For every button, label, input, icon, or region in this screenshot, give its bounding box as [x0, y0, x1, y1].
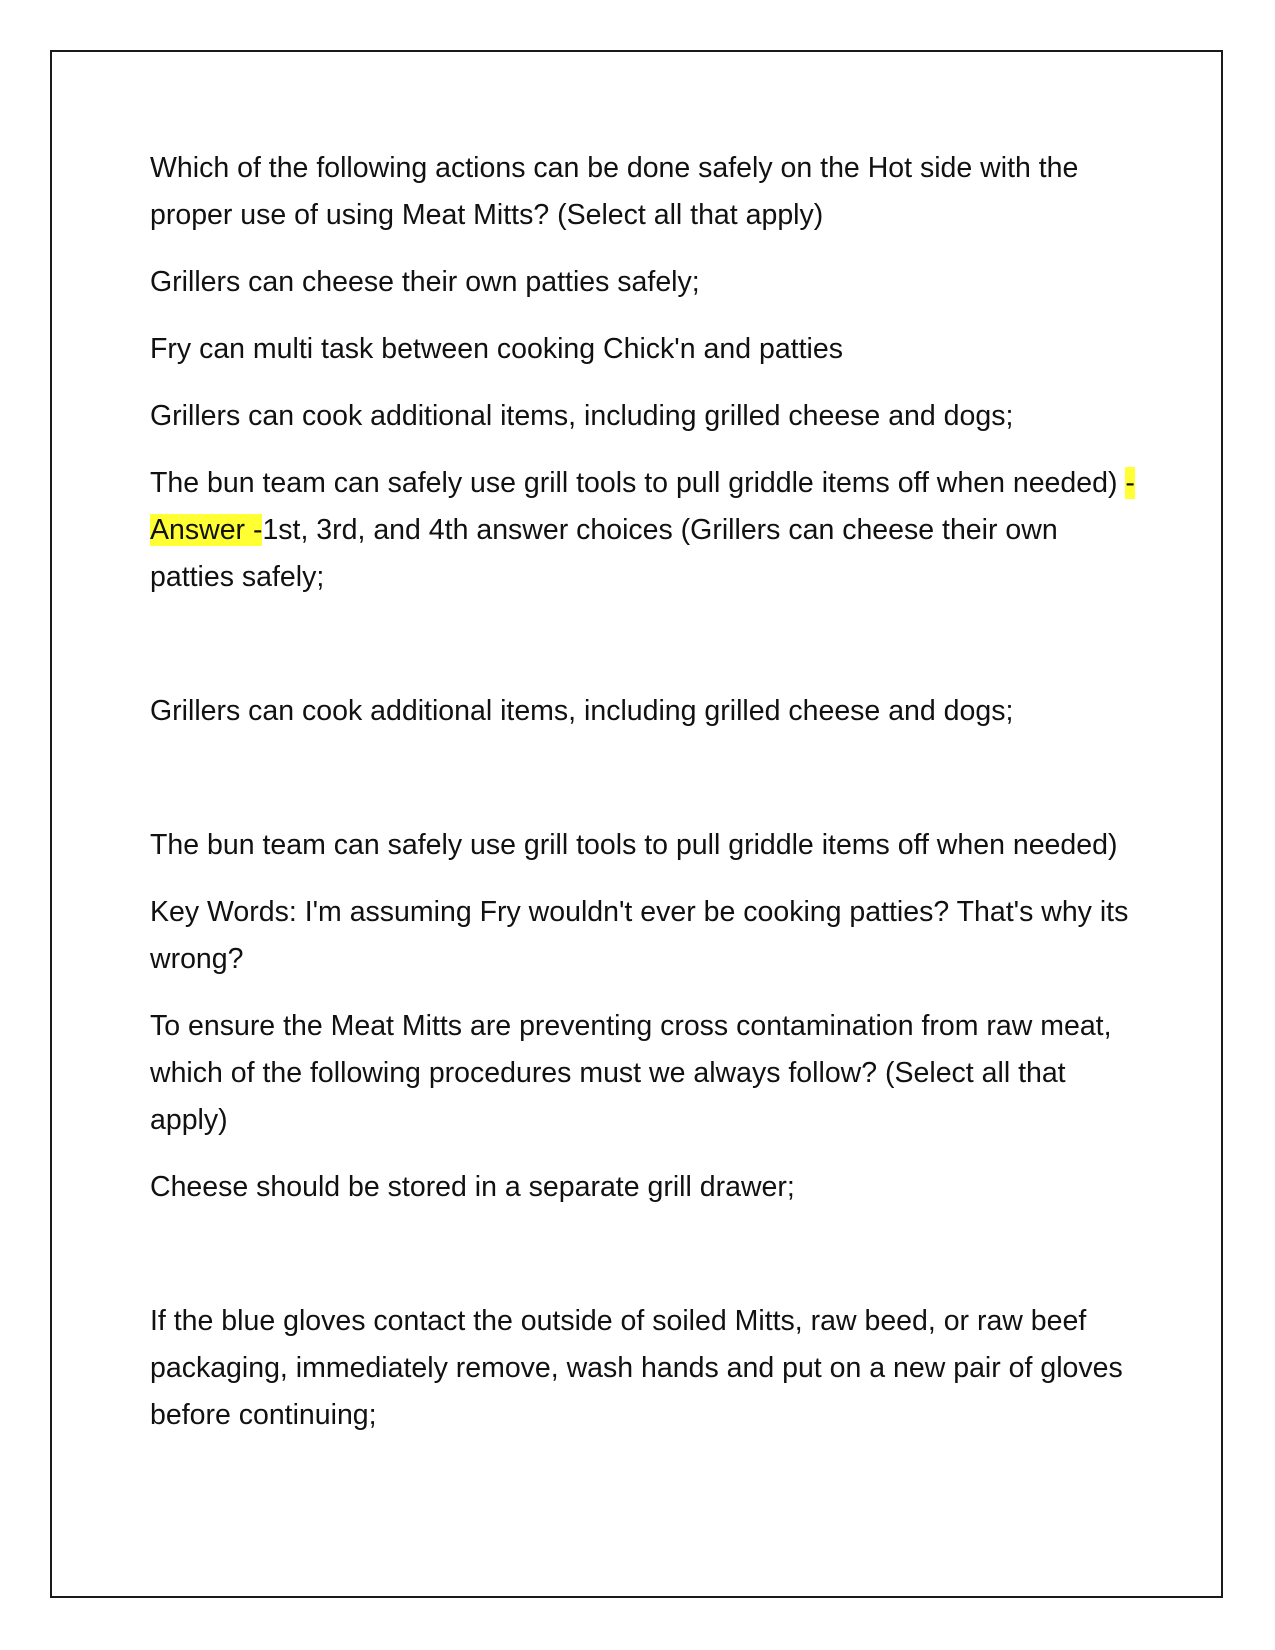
- blank-line: [150, 621, 1140, 668]
- q2-choice-2: If the blue gloves contact the outside of soiled Mitts, raw beed, or raw beef packaging, immediately remove, wash hands and put on a new pair of gloves before continuing;: [150, 1305, 1123, 1431]
- key-words-note: Key Words: I'm assuming Fry wouldn't ever be cooking patties? That's why its wrong?: [150, 896, 1129, 975]
- document-body: [150, 145, 1140, 1459]
- question-2: To ensure the Meat Mitts are preventing cross contamination from raw meat, which of the following procedures must we always follow? (Select all that apply): [150, 1010, 1112, 1136]
- q1-choice-2: Fry can multi task between cooking Chick'n and patties: [150, 333, 843, 365]
- answer-text: 1st, 3rd, and 4th answer choices (Grillers can cheese their own patties safely;: [150, 514, 1058, 593]
- answer-choice-4: The bun team can safely use grill tools to pull griddle items off when needed): [150, 829, 1118, 861]
- q1-choice-3: Grillers can cook additional items, including grilled cheese and dogs;: [150, 400, 1014, 432]
- q1-choice-4-with-answer: [150, 460, 1140, 601]
- q1-choice-1: Grillers can cheese their own patties safely;: [150, 266, 700, 298]
- question-1: Which of the following actions can be done safely on the Hot side with the proper use of using Meat Mitts? (Select all that apply): [150, 152, 1079, 231]
- q1-choice-4-text: The bun team can safely use grill tools to pull griddle items off when needed): [150, 467, 1118, 499]
- blank-line: [150, 755, 1140, 802]
- blank-line: [150, 1231, 1140, 1278]
- q2-choice-1: Cheese should be stored in a separate grill drawer;: [150, 1171, 795, 1203]
- answer-choice-3: Grillers can cook additional items, including grilled cheese and dogs;: [150, 695, 1014, 727]
- answer-marker: - Answer -: [150, 467, 1135, 546]
